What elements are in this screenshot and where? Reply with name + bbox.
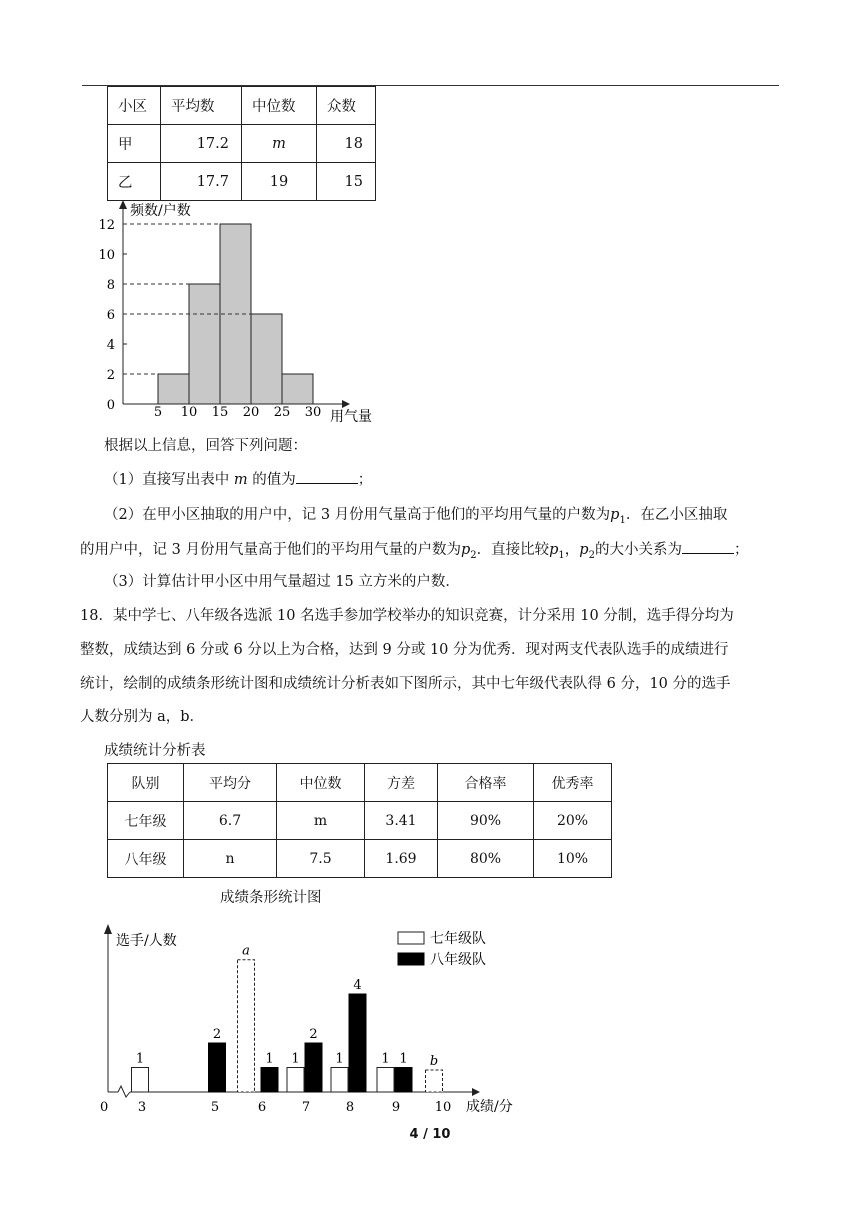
x-axis-label: 用气量: [330, 409, 372, 425]
table-cell: 10%: [534, 840, 612, 878]
table-cell: 18: [317, 125, 376, 163]
data-label: 2: [309, 1027, 318, 1042]
x-tick-label: 20: [242, 405, 260, 420]
q2-text: ，: [564, 542, 580, 558]
axis-break: [118, 1086, 130, 1097]
q2-text: （2）在甲小区抽取的用户中，记 3 月份用气量高于他们的平均用气量的户数为: [104, 507, 611, 523]
bar-eighth-grade: [305, 1043, 322, 1092]
x-axis-arrow: [342, 400, 350, 408]
x-tick-label: 25: [273, 405, 291, 420]
y-axis-arrow: [104, 924, 112, 934]
q1-prefix: （1）直接写出表中: [104, 472, 230, 488]
y-axis-label: 频数/户数: [130, 203, 191, 219]
bar-seventh-grade: [238, 960, 255, 1092]
histogram-bar: [189, 284, 220, 404]
q2-text: ．直接比较: [476, 542, 550, 558]
x-tick-label: 3: [137, 1100, 147, 1115]
histogram-bar: [251, 314, 282, 404]
legend-label: 八年级队: [430, 952, 486, 968]
bar-seventh-grade: [287, 1068, 304, 1093]
data-label: b: [429, 1053, 439, 1069]
y-tick-label: 8: [106, 278, 115, 293]
y-axis-label: 选手/人数: [116, 933, 177, 949]
y-tick-label: 4: [106, 338, 115, 353]
x-tick-label: 7: [301, 1100, 311, 1115]
table-row: [108, 125, 376, 163]
score-bar-chart: [90, 918, 540, 1123]
histogram-bar: [282, 374, 313, 404]
answer-blank[interactable]: [682, 541, 734, 554]
table-cell: 17.7: [161, 163, 242, 201]
table-header-cell: 平均数: [161, 87, 242, 125]
histogram-chart: [80, 196, 390, 428]
question-3: （3）计算估计甲小区中用气量超过 15 立方米的户数．: [104, 574, 460, 590]
q2-sub: 1: [619, 514, 626, 526]
gas-usage-table: [107, 86, 376, 201]
table-cell: 乙: [108, 163, 161, 201]
q2-end: ；: [733, 542, 749, 558]
score-analysis-table: [107, 763, 612, 878]
question-2-line1: [104, 503, 727, 526]
data-label: 1: [399, 1051, 408, 1067]
problem-18-line4: 人数分别为 a，b．: [80, 709, 205, 725]
x-axis-arrow: [472, 1088, 480, 1096]
data-label: 1: [265, 1051, 274, 1067]
bar-eighth-grade: [349, 994, 366, 1092]
table-cell: 17.2: [161, 125, 242, 163]
table-cell: 6.7: [184, 802, 277, 840]
x-tick-label: 15: [211, 405, 229, 420]
question-2-line2: [80, 538, 748, 561]
table-cell: 七年级: [108, 802, 184, 840]
table-header-cell: 小区: [108, 87, 161, 125]
y-tick-label: 0: [106, 398, 115, 413]
q2-var: p: [579, 542, 589, 558]
x-axis-label: 成绩/分: [466, 1099, 513, 1115]
q2-text: ．在乙小区抽取: [625, 507, 728, 523]
table-cell: 90%: [438, 802, 534, 840]
question-1: [104, 468, 372, 489]
bar-eighth-grade: [209, 1043, 226, 1092]
data-label: a: [242, 943, 250, 959]
x-tick-label: 9: [391, 1100, 401, 1115]
legend-swatch-eighth: [398, 953, 424, 965]
table-header-cell: 合格率: [438, 764, 534, 802]
table-cell: m: [242, 125, 317, 163]
x-tick-label: 8: [345, 1100, 355, 1115]
chart2-title: 成绩条形统计图: [220, 890, 322, 906]
table-header-cell: 优秀率: [534, 764, 612, 802]
bar-seventh-grade: [377, 1068, 394, 1093]
q1-end: ；: [357, 472, 373, 488]
x-tick-label: 10: [434, 1100, 452, 1115]
data-label: 1: [335, 1051, 344, 1067]
y-tick-label: 12: [98, 218, 115, 233]
data-label: 4: [353, 978, 362, 993]
answer-blank[interactable]: [296, 471, 358, 484]
legend-swatch-seventh: [398, 932, 424, 944]
table-cell: 八年级: [108, 840, 184, 878]
q2-text: 的用户中，记 3 月份用气量高于他们的平均用气量的户数为: [80, 542, 461, 558]
table-row: [108, 840, 612, 878]
table-cell: 80%: [438, 840, 534, 878]
x-tick-label: 5: [210, 1100, 220, 1115]
q2-sub: 2: [470, 549, 477, 561]
q2-var: p: [460, 542, 471, 558]
bar-seventh-grade: [426, 1070, 443, 1092]
bar-eighth-grade: [395, 1068, 412, 1093]
data-label: 1: [291, 1051, 300, 1067]
table-cell: 20%: [534, 802, 612, 840]
table-cell: n: [184, 840, 277, 878]
table-cell: 甲: [108, 125, 161, 163]
histogram-bar: [158, 374, 189, 404]
page-number: 4 / 10: [409, 1127, 451, 1142]
x-tick-label: 30: [304, 405, 322, 420]
q2-sub: 2: [588, 549, 595, 561]
x-tick-label: 5: [153, 405, 163, 420]
table-cell: 15: [317, 163, 376, 201]
bar-eighth-grade: [261, 1068, 278, 1093]
q1-mid: 的值为: [252, 472, 296, 488]
table2-caption: 成绩统计分析表: [104, 743, 206, 759]
table-cell: m: [277, 802, 365, 840]
table-cell: 3.41: [365, 802, 438, 840]
x-tick-label: 10: [180, 405, 198, 420]
table-cell: 7.5: [277, 840, 365, 878]
table-header-cell: 方差: [365, 764, 438, 802]
q2-sub: 1: [558, 549, 565, 561]
table-header-cell: 平均分: [184, 764, 277, 802]
y-axis-arrow: [119, 200, 127, 209]
data-label: 1: [381, 1051, 390, 1067]
data-label: 2: [212, 1027, 222, 1042]
table-cell: 19: [242, 163, 317, 201]
problem-18-line1: 18．某中学七、八年级各选派 10 名选手参加学校举办的知识竞赛，计分采用 10 分制，选手得分均为: [80, 608, 734, 624]
table-header-cell: 中位数: [277, 764, 365, 802]
bar-seventh-grade: [331, 1068, 348, 1093]
y-tick-label: 2: [106, 368, 115, 383]
data-label: 1: [135, 1051, 145, 1067]
q1-var: m: [233, 472, 248, 488]
y-tick-label: 10: [98, 248, 115, 263]
x-tick-label: 6: [257, 1100, 267, 1115]
table-row: [108, 163, 376, 201]
q2-var: p: [549, 542, 559, 558]
table-header-cell: 中位数: [242, 87, 317, 125]
intro-text: 根据以上信息，回答下列问题：: [104, 438, 307, 454]
q2-text: 的大小关系为: [594, 542, 682, 558]
table-header-cell: 众数: [317, 87, 376, 125]
table-header-row: [108, 87, 376, 125]
bar-seventh-grade: [132, 1068, 149, 1093]
problem-18-line2: 整数，成绩达到 6 分或 6 分以上为合格，达到 9 分或 10 分为优秀．现对两支代表队选手的成绩进行: [80, 642, 729, 658]
table-cell: 1.69: [365, 840, 438, 878]
problem-18-line3: 统计，绘制的成绩条形统计图和成绩统计分析表如下图所示，其中七年级代表队得 6 分，10 分的选手: [80, 676, 731, 692]
q2-var: p: [610, 507, 620, 523]
y-tick-label: 6: [106, 308, 115, 323]
origin-label: 0: [100, 1100, 109, 1115]
legend-label: 七年级队: [430, 931, 486, 947]
table-header-row: [108, 764, 612, 802]
table-row: [108, 802, 612, 840]
table-header-cell: 队别: [108, 764, 184, 802]
